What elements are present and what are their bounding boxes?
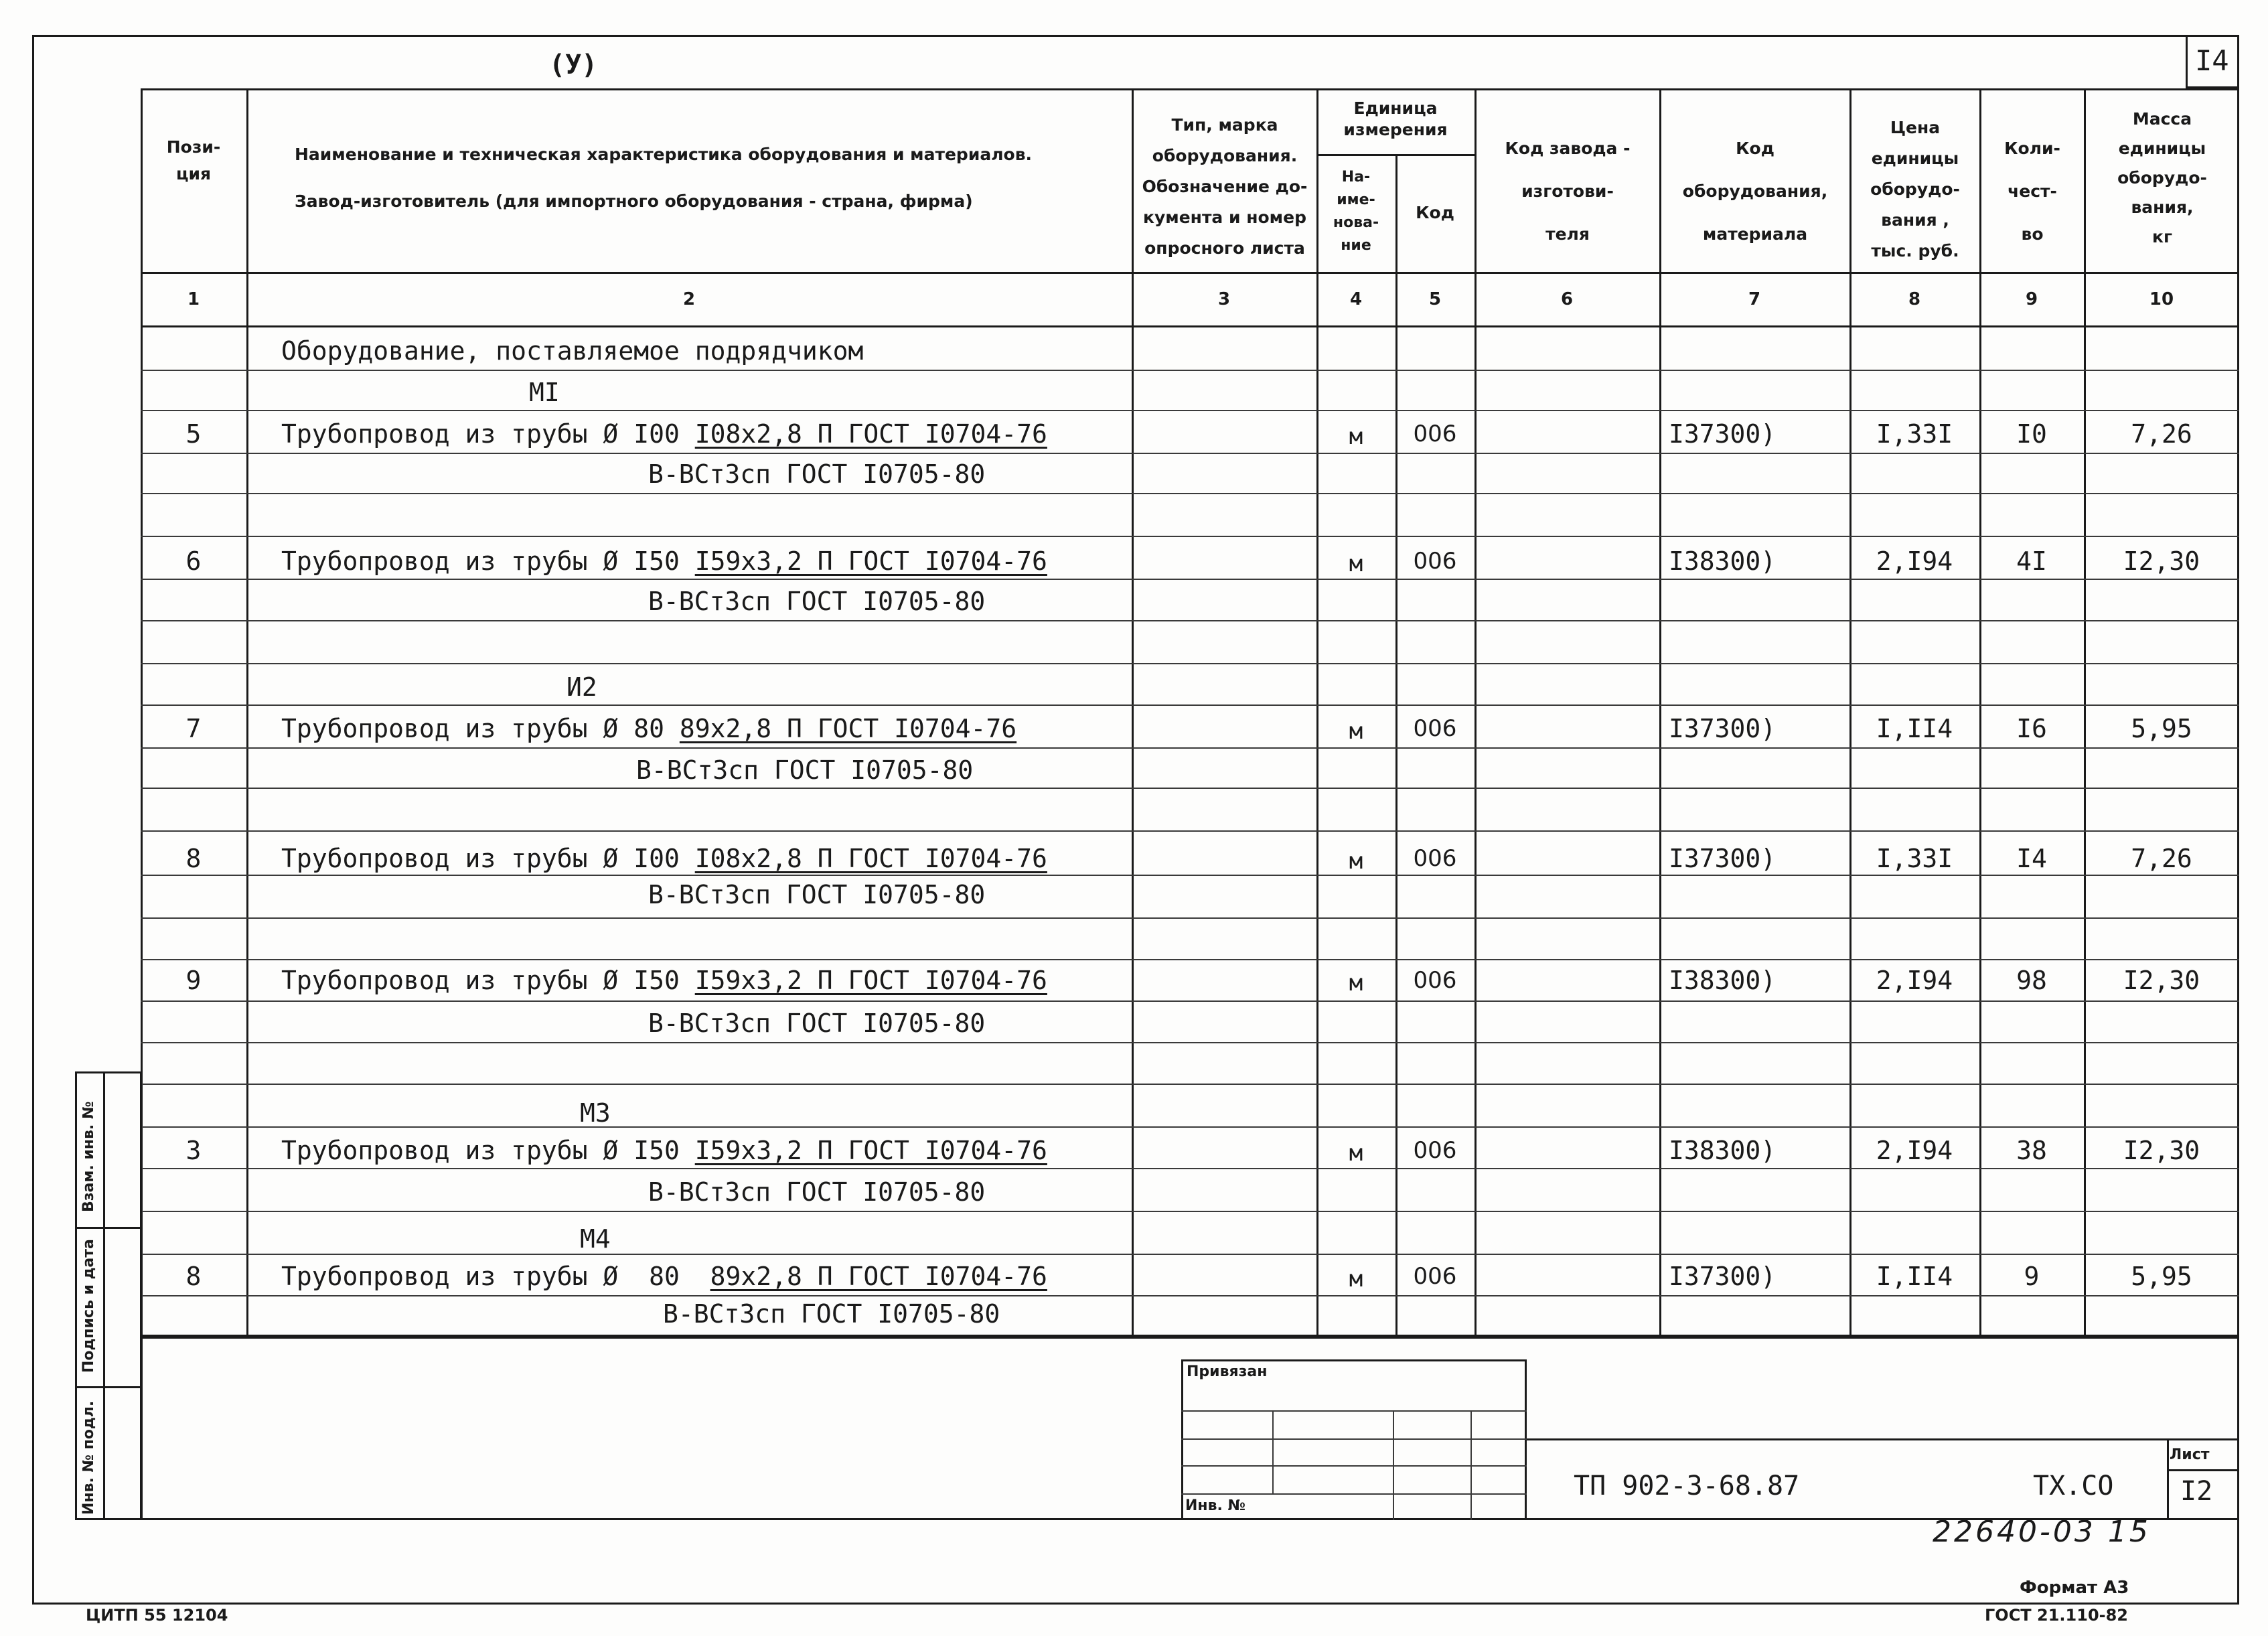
side-label-podpis: Подпись и дата — [80, 1239, 97, 1373]
row-name: Трубопровод из трубы Ø I50 I59x3,2 П ГОСТ I0704-76 — [281, 546, 1047, 576]
row-name: Трубопровод из трубы Ø 80 89x2,8 П ГОСТ I0704-76 — [281, 714, 1017, 743]
row-unit: м — [1349, 1266, 1363, 1292]
row-price: 2,I94 — [1876, 546, 1953, 576]
row-name: Трубопровод из трубы Ø I50 I59x3,2 П ГОСТ I0704-76 — [281, 966, 1047, 995]
page-number: I4 — [2195, 44, 2229, 77]
row-name-line2: В-ВСт3сп ГОСТ I0705-80 — [648, 1009, 986, 1038]
row-name-line2: В-ВСт3сп ГОСТ I0705-80 — [648, 459, 986, 489]
col-num-3: 3 — [1217, 289, 1231, 309]
row-price: 2,I94 — [1876, 1136, 1953, 1165]
row-material-code: I37300) — [1669, 844, 1776, 873]
row-position: 6 — [185, 546, 202, 576]
row-unit: м — [1349, 718, 1363, 745]
row-name: Трубопровод из трубы Ø I00 I08x2,8 П ГОСТ I0704-76 — [281, 844, 1047, 873]
row-unit-code: 006 — [1413, 1263, 1457, 1290]
doc-code: ТП 902-3-68.87 — [1574, 1471, 1800, 1501]
sheet-label: Лист — [2170, 1446, 2210, 1463]
bound-label: Привязан — [1187, 1363, 1268, 1380]
row-material-code: I38300) — [1669, 546, 1776, 576]
row-unit-code: 006 — [1413, 715, 1457, 742]
row-name-line2: В-ВСт3сп ГОСТ I0705-80 — [663, 1299, 1000, 1329]
col-num-7: 7 — [1748, 289, 1761, 309]
row-price: I,II4 — [1876, 714, 1953, 743]
row-quantity: 38 — [2016, 1136, 2047, 1165]
col-header-price: Цена единицы оборудо- вания , тыс. руб. — [1870, 118, 1960, 261]
subhead-i2: И2 — [566, 672, 597, 702]
row-unit-code: 006 — [1413, 548, 1457, 575]
row-quantity: I4 — [2016, 844, 2047, 873]
row-position: 8 — [185, 1262, 202, 1291]
row-name-line2: В-ВСт3сп ГОСТ I0705-80 — [648, 587, 986, 616]
row-unit: м — [1349, 550, 1363, 577]
col-header-name: Наименование и техническая характеристика оборудования и материалов. Завод-изготовитель (для импортного оборудования - страна, фирма) — [295, 145, 1033, 211]
col-num-2: 2 — [682, 289, 696, 309]
row-mass: 5,95 — [2131, 1262, 2192, 1291]
bound-block — [1181, 1359, 1527, 1520]
row-name-line2: В-ВСт3сп ГОСТ I0705-80 — [648, 880, 986, 909]
row-mass: 5,95 — [2131, 714, 2192, 743]
subhead-m3: М3 — [580, 1098, 611, 1128]
format-label: Формат А3 — [2020, 1578, 2129, 1598]
row-price: I,33I — [1876, 419, 1953, 449]
col-header-unit-name: На- име- нова- ние — [1333, 169, 1379, 254]
doc-mark: ТХ.СО — [2033, 1471, 2114, 1501]
row-material-code: I37300) — [1669, 714, 1776, 743]
row-mass: I2,30 — [2123, 546, 2200, 576]
col-header-quantity: Коли- чест- во — [2004, 139, 2060, 244]
inv-label: Инв. № — [1185, 1497, 1246, 1514]
row-position: 9 — [185, 966, 202, 995]
col-header-type: Тип, марка оборудования. Обозначение до- кумента и номер опросного листа — [1142, 115, 1308, 258]
row-position: 5 — [185, 419, 202, 449]
row-name: Трубопровод из трубы Ø I00 I08x2,8 П ГОСТ I0704-76 — [281, 419, 1047, 449]
row-price: I,II4 — [1876, 1262, 1953, 1291]
row-position: 8 — [185, 844, 202, 873]
row-material-code: I38300) — [1669, 1136, 1776, 1165]
row-quantity: 4I — [2016, 546, 2047, 576]
row-price: I,33I — [1876, 844, 1953, 873]
row-mass: 7,26 — [2131, 844, 2192, 873]
col-num-8: 8 — [1908, 289, 1921, 309]
col-header-unit-code: Код — [1416, 203, 1454, 222]
footer-left: ЦИТП 55 12104 — [86, 1606, 228, 1625]
col-header-mass: Масса единицы оборудо- вания, кг — [2117, 109, 2207, 246]
row-mass: 7,26 — [2131, 419, 2192, 449]
subhead-m4: М4 — [580, 1224, 611, 1254]
col-num-9: 9 — [2025, 289, 2038, 309]
row-name-line2: В-ВСт3сп ГОСТ I0705-80 — [648, 1177, 986, 1207]
col-num-1: 1 — [187, 289, 200, 309]
row-mass: I2,30 — [2123, 966, 2200, 995]
row-name: Трубопровод из трубы Ø 80 89x2,8 П ГОСТ I0704-76 — [281, 1262, 1047, 1291]
side-label-vzam: Взам. инв. № — [80, 1101, 97, 1212]
col-header-position: Пози- ция — [166, 137, 221, 183]
row-material-code: I37300) — [1669, 1262, 1776, 1291]
sheet-number: I2 — [2180, 1476, 2213, 1507]
row-unit: м — [1349, 848, 1363, 875]
row-quantity: I6 — [2016, 714, 2047, 743]
row-quantity: 98 — [2016, 966, 2047, 995]
col-header-material-code: Код оборудования, материала — [1682, 139, 1828, 244]
row-name: Трубопровод из трубы Ø I50 I59x3,2 П ГОСТ I0704-76 — [281, 1136, 1047, 1165]
col-num-4: 4 — [1349, 289, 1363, 309]
row-material-code: I38300) — [1669, 966, 1776, 995]
row-quantity: 9 — [2024, 1262, 2040, 1291]
section-title: Оборудование, поставляемое подрядчиком — [281, 336, 864, 366]
row-mass: I2,30 — [2123, 1136, 2200, 1165]
row-unit-code: 006 — [1413, 421, 1457, 447]
row-position: 3 — [185, 1136, 202, 1165]
row-position: 7 — [185, 714, 202, 743]
row-price: 2,I94 — [1876, 966, 1953, 995]
row-unit: м — [1349, 1140, 1363, 1167]
row-unit-code: 006 — [1413, 967, 1457, 994]
col-header-plant-code: Код завода - изготови- теля — [1505, 139, 1631, 244]
subhead-m1: MI — [529, 378, 560, 407]
row-unit-code: 006 — [1413, 845, 1457, 872]
col-header-unit-group: Единица измерения — [1343, 98, 1448, 139]
row-unit-code: 006 — [1413, 1137, 1457, 1164]
row-quantity: I0 — [2016, 419, 2047, 449]
col-num-10: 10 — [2149, 289, 2174, 309]
col-num-5: 5 — [1428, 289, 1442, 309]
row-material-code: I37300) — [1669, 419, 1776, 449]
row-unit: м — [1349, 423, 1363, 450]
row-unit: м — [1349, 970, 1363, 996]
col-num-6: 6 — [1560, 289, 1574, 309]
row-name-line2: В-ВСт3сп ГОСТ I0705-80 — [636, 755, 974, 785]
handwritten-number: 22640-03 15 — [1933, 1515, 2151, 1549]
side-label-inv-podl: Инв. № подл. — [80, 1400, 97, 1515]
footer-right: ГОСТ 21.110-82 — [1985, 1606, 2129, 1625]
top-label: (У) — [549, 50, 598, 80]
